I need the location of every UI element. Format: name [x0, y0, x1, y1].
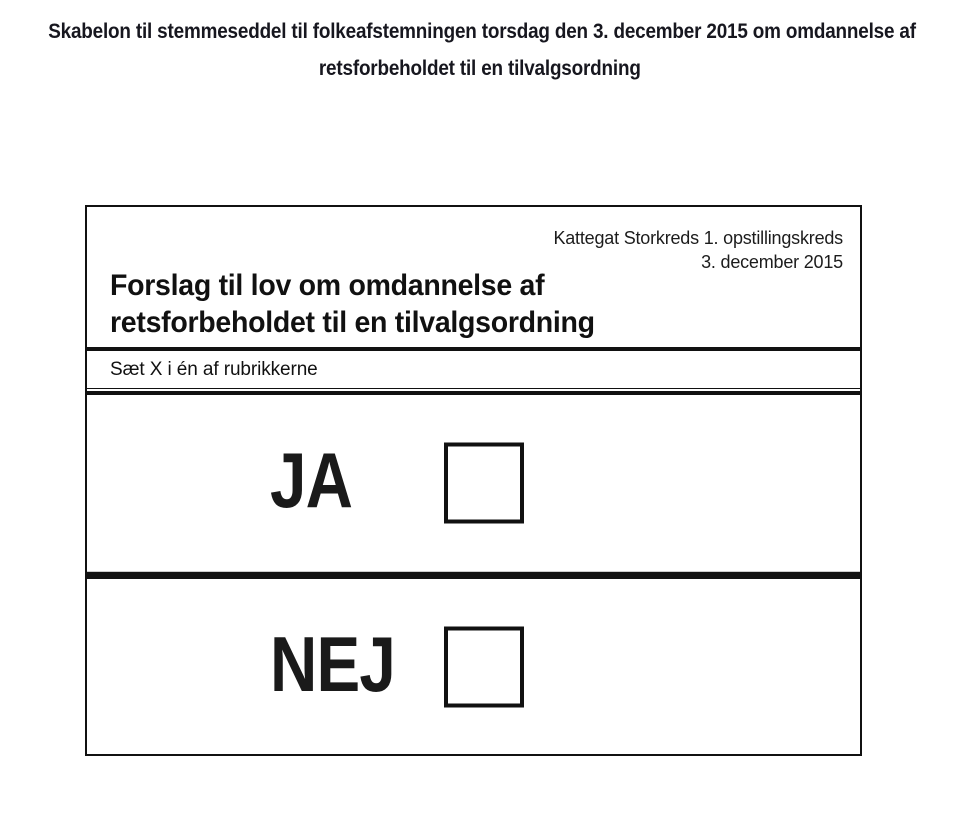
document-title-line-2: retsforbeholdet til en tilvalgsordning [319, 57, 641, 80]
ballot-question-line-1: Forslag til lov om omdannelse af [110, 269, 545, 302]
document-title [0, 13, 960, 87]
ballot-question-line-2: retsforbeholdet til en tilvalgsordning [110, 306, 595, 339]
instruction-label: Sæt X i én af rubrikkerne [110, 358, 318, 380]
ballot-question [110, 267, 620, 341]
option-row-nej [87, 579, 860, 754]
ja-label: JA [270, 435, 353, 524]
document-title-line-1: Skabelon til stemmeseddel til folkeafstemningen torsdag den 3. december 2015 om omdannelse af [48, 20, 916, 43]
ballot-header [87, 207, 860, 347]
instruction-row [87, 351, 860, 388]
ja-checkbox[interactable] [444, 443, 524, 524]
divider-options [87, 571, 860, 579]
ballot-date: 3. december 2015 [701, 252, 843, 272]
district-name: Kattegat Storkreds 1. opstillingskreds [553, 228, 843, 248]
divider-instruction [87, 388, 860, 395]
nej-checkbox[interactable] [444, 626, 524, 707]
nej-label: NEJ [270, 619, 395, 708]
option-row-ja [87, 395, 860, 571]
ballot-paper [85, 205, 862, 756]
